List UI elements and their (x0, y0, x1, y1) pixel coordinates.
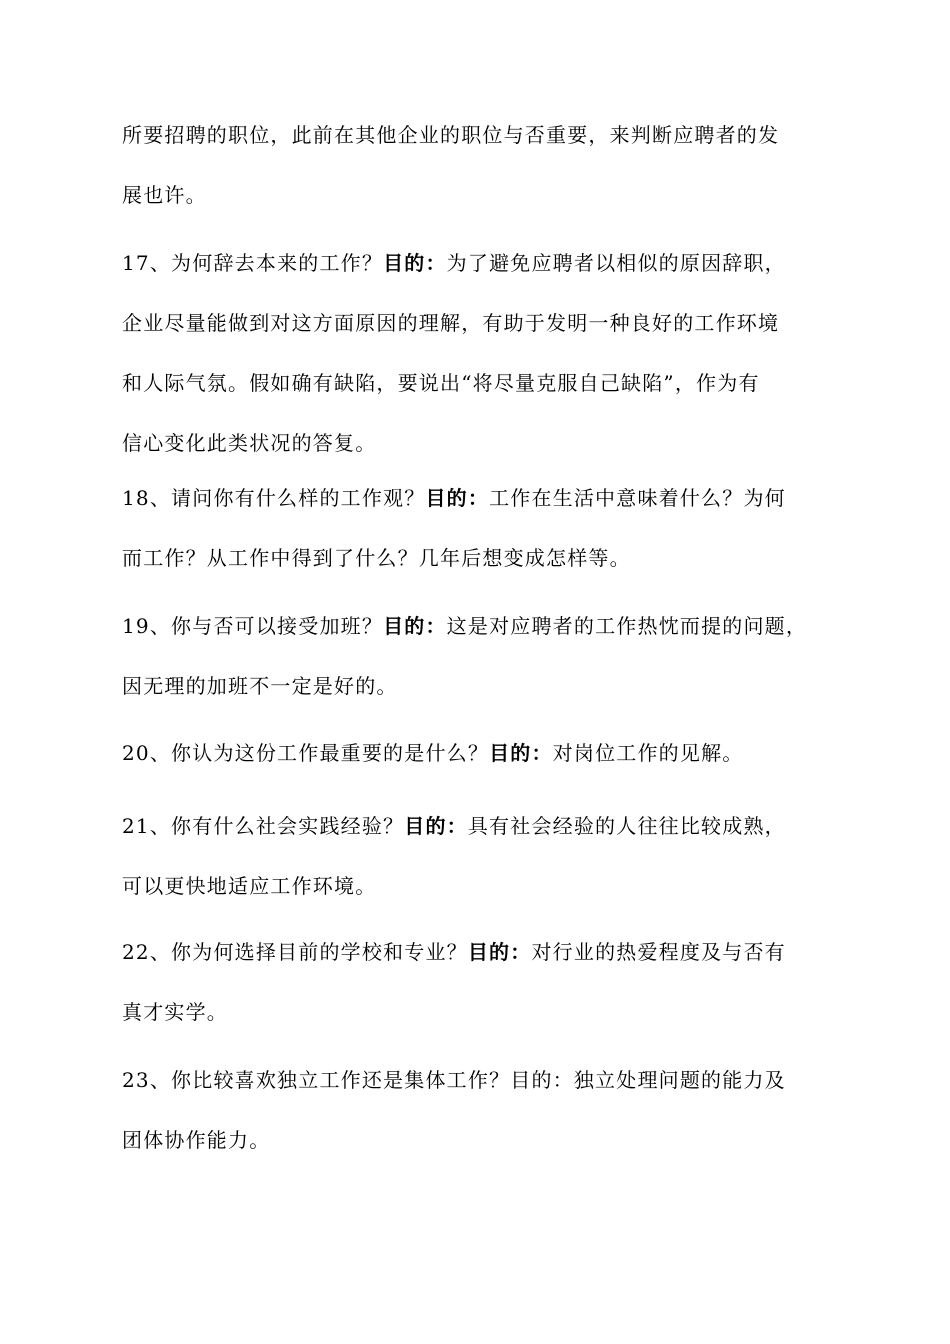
text-line (122, 233, 822, 293)
text-line (122, 723, 822, 783)
paragraph-21 (122, 796, 822, 916)
text-line (122, 982, 822, 1042)
purpose-label: 目的： (383, 251, 447, 275)
text-run: 可以更快地适应工作环境。 (122, 874, 377, 898)
text-run: 21、你有什么社会实践经验？ (122, 814, 405, 838)
text-line (122, 796, 822, 856)
text-run: 真才实学。 (122, 1000, 228, 1024)
text-run: 对行业的热爱程度及与否有 (531, 940, 786, 964)
paragraph-19 (122, 596, 822, 716)
text-line (122, 528, 822, 588)
text-run: 展也许。 (122, 183, 207, 207)
text-run: 团体协作能力。 (122, 1128, 271, 1152)
text-line (122, 468, 822, 528)
text-line (122, 596, 822, 656)
paragraph-22 (122, 922, 822, 1042)
purpose-label: 目的： (383, 614, 447, 638)
text-run: 为了避免应聘者以相似的原因辞职， (446, 251, 786, 275)
text-run: 这是对应聘者的工作热忱而提的问题， (446, 614, 808, 638)
text-run: 18、请问你有什么样的工作观？ (122, 486, 426, 510)
text-line (122, 353, 822, 413)
purpose-label: 目的： (404, 814, 468, 838)
paragraph-17 (122, 233, 822, 473)
text-line (122, 656, 822, 716)
text-line (122, 165, 822, 225)
text-line (122, 856, 822, 916)
text-run: 对岗位工作的见解。 (552, 741, 744, 765)
paragraph-23 (122, 1050, 822, 1170)
text-run: 19、你与否可以接受加班？ (122, 614, 384, 638)
text-run: 工作在生活中意味着什么？为何 (489, 486, 786, 510)
text-line (122, 105, 822, 165)
text-run: 23、你比较喜欢独立工作还是集体工作？目的：独立处理问题的能力及 (122, 1068, 786, 1092)
text-line (122, 413, 822, 473)
paragraph-16-continued (122, 105, 822, 225)
text-run: 而工作？从工作中得到了什么？几年后想变成怎样等。 (122, 546, 631, 570)
purpose-label: 目的： (467, 940, 532, 964)
text-line (122, 293, 822, 353)
paragraph-20 (122, 723, 822, 783)
purpose-label: 目的： (425, 486, 490, 510)
text-line (122, 922, 822, 982)
text-run: 企业尽量能做到对这方面原因的理解，有助于发明一种良好的工作环境 (122, 311, 780, 335)
text-run: 17、为何辞去本来的工作？ (122, 251, 384, 275)
purpose-label: 目的： (489, 741, 553, 765)
text-line (122, 1050, 822, 1110)
paragraph-18 (122, 468, 822, 588)
text-run: 所要招聘的职位，此前在其他企业的职位与否重要，来判断应聘者的发 (122, 123, 780, 147)
text-run: 和人际气氛。假如确有缺陷，要说出“将尽量克服自己缺陷”，作为有 (122, 371, 760, 395)
text-run: 20、你认为这份工作最重要的是什么？ (122, 741, 490, 765)
text-run: 22、你为何选择目前的学校和专业？ (122, 940, 468, 964)
text-run: 因无理的加班不一定是好的。 (122, 674, 398, 698)
text-run: 信心变化此类状况的答复。 (122, 431, 377, 455)
text-line (122, 1110, 822, 1170)
text-run: 具有社会经验的人往往比较成熟， (467, 814, 786, 838)
